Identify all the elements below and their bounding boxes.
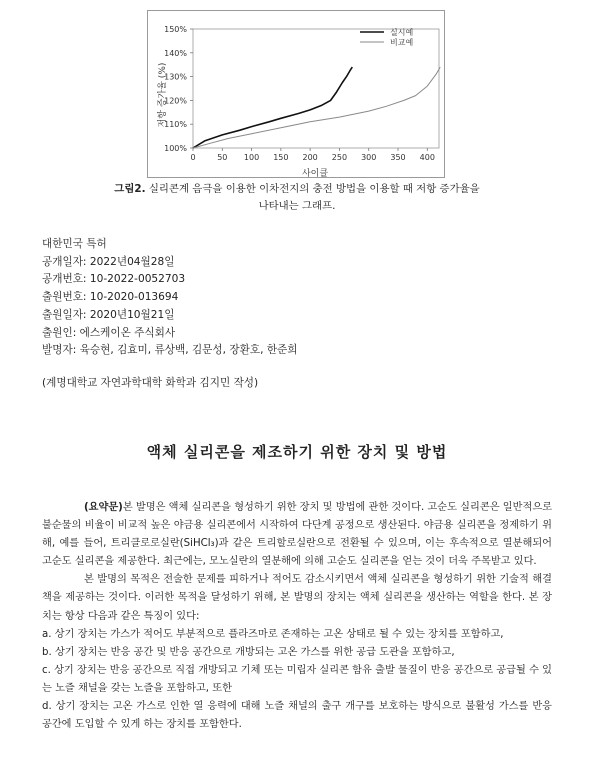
summary-label: (요약문) — [84, 502, 123, 513]
x-tick-label: 50 — [217, 153, 228, 162]
feature-item-a: a. 상기 장치는 가스가 적어도 부분적으로 플라즈마로 존재하는 고온 상태로 될 수 있는 장치를 포함하고, — [42, 628, 504, 640]
abstract-paragraph-2: 본 발명의 목적은 전술한 문제를 피하거나 적어도 감소시키면서 액체 실리콘을 형성하기 위한 기술적 해결책을 제공하는 것이다. 이러한 목적을 달성하기 위해, 본 발명의 장치는 액체 실리콘을 생산하는 역할을 한다. 본 장치는 항상 다음과 같은 특징이 있다: — [42, 574, 552, 622]
figure-caption — [60, 181, 534, 215]
legend — [360, 27, 413, 47]
x-tick-label: 200 — [302, 153, 318, 162]
y-tick-label: 140% — [164, 48, 187, 58]
publication-number: 공개번호: 10-2022-0052703 — [42, 273, 186, 286]
y-axis-label: 저항 증가율 (%) — [158, 62, 168, 128]
applicant: 출원인: 에스케이온 주식회사 — [42, 326, 176, 339]
abstract-paragraph-1 — [42, 499, 552, 571]
caption-line-1: 실리콘계 음극을 이용한 이차전지의 충전 방법을 이용할 때 저항 증가율을 — [145, 183, 480, 195]
resistance-chart-svg — [148, 11, 446, 179]
x-tick-label: 250 — [331, 153, 348, 162]
x-tick-label: 400 — [419, 153, 435, 162]
caption-line-2: 나타내는 그래프. — [258, 200, 336, 212]
x-tick-label: 150 — [273, 153, 289, 162]
series-line-1 — [193, 67, 352, 148]
x-axis-label: 사이클 — [301, 169, 329, 179]
x-tick-label: 0 — [190, 153, 196, 162]
y-tick-label: 130% — [164, 72, 187, 82]
application-number: 출원번호: 10-2020-013694 — [42, 291, 179, 304]
feature-item-c: c. 상기 장치는 반응 공간으로 직접 개방되고 기체 또는 미립자 실리콘 함유 출발 물질이 반응 공간으로 공급될 수 있는 노즐 채널을 갖는 노즐을 포함하고, 또한 — [42, 664, 552, 694]
publication-date: 공개일자: 2022년04월28일 — [42, 255, 175, 268]
document-title: 액체 실리콘을 제조하기 위한 장치 및 방법 — [146, 443, 448, 461]
x-tick-label: 100 — [243, 153, 260, 162]
abstract-text-1: 본 발명은 액체 실리콘을 형성하기 위한 장치 및 방법에 관한 것이다. 고순도 실리콘은 일반적으로 불순물의 비율이 비교적 높은 야금용 실리콘에서 시작하여 다단계 공정으로 생산된다. 야금용 실리콘을 정제하기 위해, 예를 들어, 트리클로로실란(SiHCl₃)과 같은 트리할로실란으로 전환될 수 있으며, 이는 후속적으로 열분해되어 고순도 실리콘을 제공한다. 최근에는, 모노실란의 열분해에 의해 고순도 실리콘을 얻는 것이 더욱 주목받고 있다. — [42, 502, 552, 568]
y-tick-label: 150% — [164, 25, 187, 34]
legend-label-series-1: 실시예 — [390, 28, 414, 37]
abstract-body — [42, 499, 552, 734]
feature-item-b: b. 상기 장치는 반응 공간 및 반응 공간으로 개방되는 고온 가스를 위한 공급 도관을 포함하고, — [42, 646, 455, 658]
y-tick-label: 120% — [164, 96, 187, 106]
caption-label: 그림2. — [114, 183, 146, 195]
x-tick-label: 300 — [361, 153, 377, 162]
resistance-chart — [147, 10, 445, 178]
legend-label-series-2: 비교예 — [390, 38, 414, 47]
inventors: 발명자: 육승현, 김효미, 류상백, 김문성, 장환호, 한준희 — [42, 344, 298, 357]
x-tick-label: 350 — [390, 153, 406, 162]
patent-country: 대한민국 특허 — [42, 238, 107, 250]
feature-item-d: d. 상기 장치는 고온 가스로 인한 열 응력에 대해 노즐 채널의 출구 개구를 보호하는 방식으로 불활성 가스를 반응 공간에 도입할 수 있게 하는 장치를 포함한다. — [42, 701, 552, 731]
application-date: 출원일자: 2020년10월21일 — [42, 308, 175, 321]
patent-metadata — [42, 236, 298, 360]
y-tick-label: 110% — [164, 120, 187, 130]
author-credit: (계명대학교 자연과학대학 화학과 김지민 작성) — [42, 377, 259, 389]
y-tick-label: 100% — [164, 144, 187, 153]
